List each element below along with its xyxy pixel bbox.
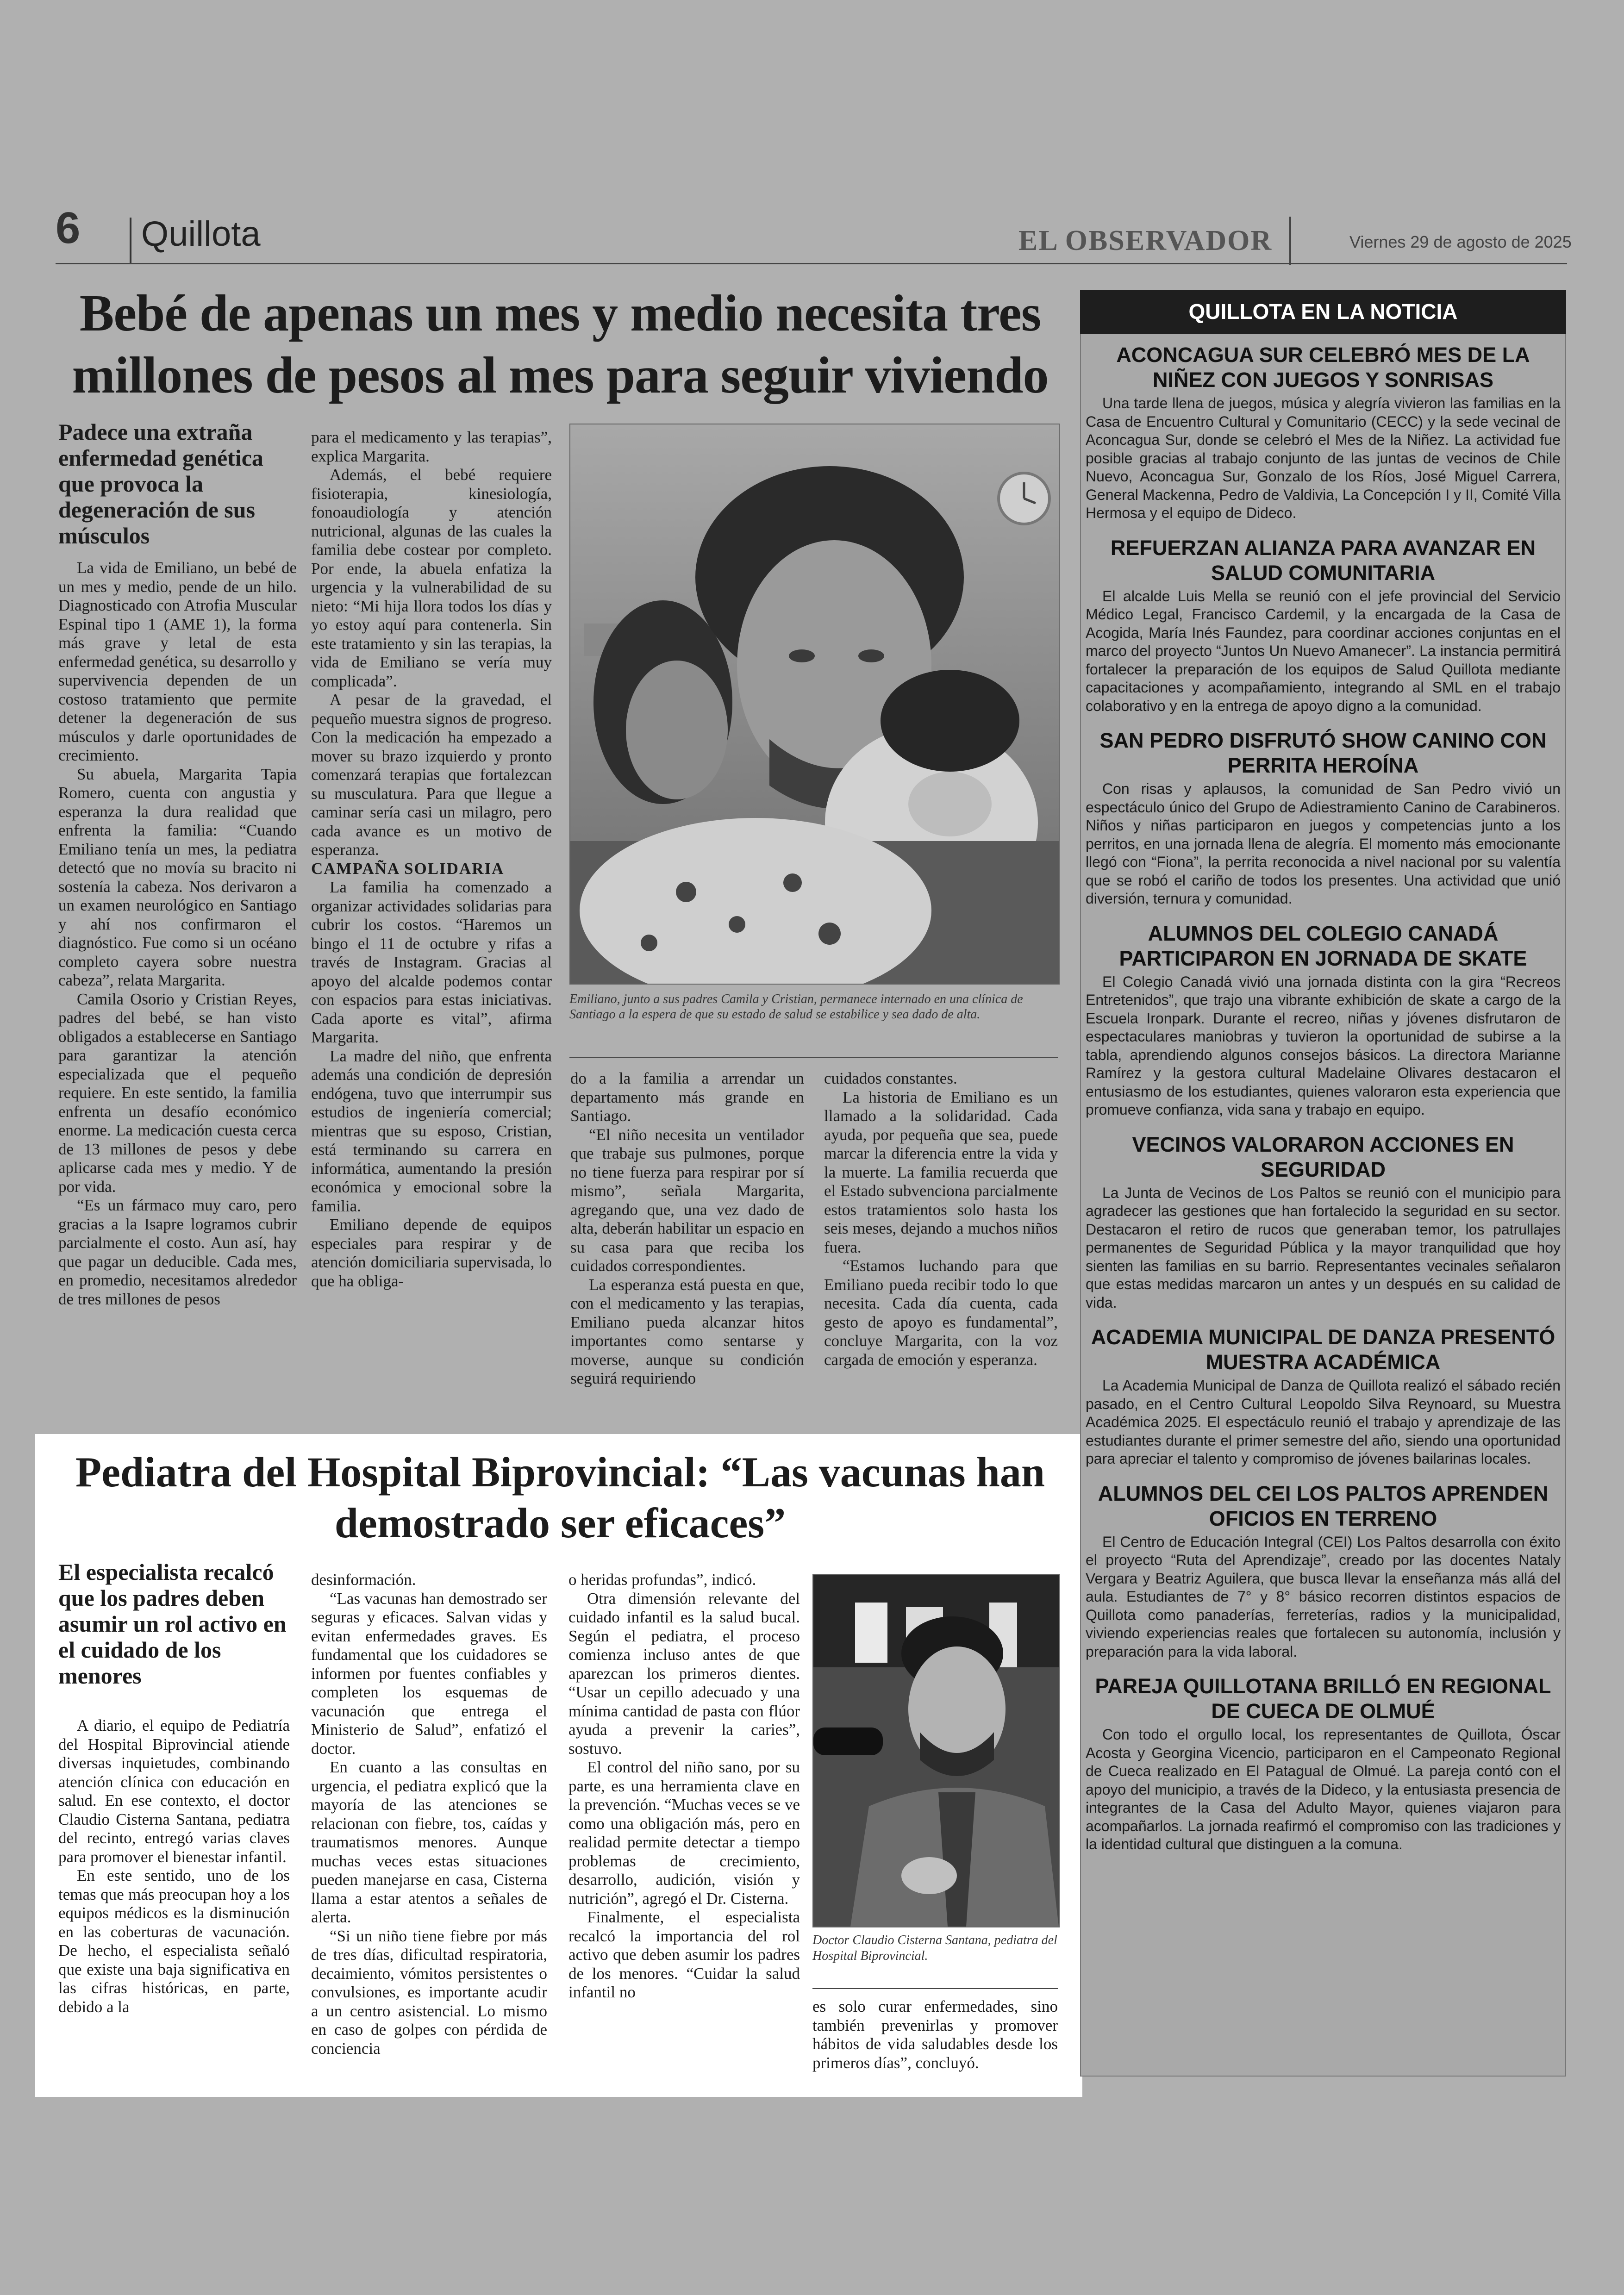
paragraph: do a la familia a arrendar un departamento más grande en Santiago.	[570, 1069, 804, 1125]
news-item-body: El alcalde Luis Mella se reunió con el jefe provincial del Servicio Médico Legal, Francisco Cardemil, y la encargada de la Casa de Acogida, María Inés Faundez, para coordinar acciones conjuntas en el marco del proyecto “Juntos Un Nuevo Amanecer”. La instancia permitirá fortalecer la preparación de los equipos de Salud Quillota mediante capacitaciones y acompañamiento, integrando al SML en el trabajo colaborativo y en la entrega de apoyo digno a la comunidad.	[1086, 587, 1561, 714]
news-item-title: VECINOS VALORARON ACCIONES EN SEGURIDAD	[1132, 1132, 1514, 1181]
family-photo-image	[570, 424, 1059, 984]
photo-caption: Doctor Claudio Cisterna Santana, pediatra del Hospital Biprovincial.	[812, 1933, 1057, 1963]
news-item-title: ACADEMIA MUNICIPAL DE DANZA PRESENTÓ MUESTRA ACADÉMICA	[1091, 1325, 1555, 1374]
article1-column-3	[570, 1069, 804, 1388]
news-item-title: REFUERZAN ALIANZA PARA AVANZAR EN SALUD COMUNITARIA	[1110, 536, 1536, 585]
article2-column-4	[812, 1997, 1058, 2072]
sidebar-news-list	[1086, 343, 1561, 1867]
news-item-body: Con todo el orgullo local, los representantes de Quillota, Óscar Acosta y Georgina Vicencio, participaron en el Campeonato Regional de Cueca realizado en El Patagual de Olmué. La pareja contó con el apoyo del municipio, a través de la Dideco, y la entusiasta presencia de integrantes de la Casa del Adulto Mayor, quienes viajaron para acompañarlos. La jornada reafirmó el compromiso con las tradiciones y la identidad cultural que distinguen a la comuna.	[1086, 1726, 1561, 1852]
header-divider	[130, 218, 131, 264]
article1-lead: Padece una extraña enfermedad genética que provoca la degeneración de sus músculos	[58, 419, 263, 549]
article2-column-1	[58, 1559, 290, 2016]
paragraph: Además, el bebé requiere fisioterapia, kinesiología, fonoaudiología y atención nutricional, algunas de las cuales la familia debe costear por completo. Por ende, la abuela enfatiza la urgencia y la vulnerabilidad de su nieto: “Mi hija llora todos los días y yo estoy aquí para contenerla. Sin este tratamiento y sin las terapias, la vida de Emiliano se vería muy complicada”.	[311, 466, 552, 690]
news-item-title: SAN PEDRO DISFRUTÓ SHOW CANINO CON PERRITA HEROÍNA	[1099, 729, 1547, 777]
photo-caption: Emiliano, junto a sus padres Camila y Cristian, permanece internado en una clínica de Santiago a la espera de que su estado de salud se estabilice y sea dado de alta.	[569, 992, 1023, 1022]
news-item-body: El Colegio Canadá vivió una jornada distinta con la gira “Recreos Entretenidos”, que trajo una vibrante exhibición de skate a cargo de la Escuela Ironpark. Durante el recreo, niñas y jóvenes disfrutaron de espectaculares maniobras y tuvieron la oportunidad de subirse a la tabla, aprendiendo algunos consejos básicos. La directora Marianne Ramírez y la gestora cultural Madelaine Olivares destacaron el entusiasmo de los estudiantes, quienes valoraron esta experiencia que promueve confianza, vida sana y trabajo en equipo.	[1086, 973, 1561, 1118]
paragraph: Emiliano depende de equipos especiales para respirar y de atención domiciliaria supervisada, lo que ha obliga-	[311, 1216, 552, 1290]
paragraph: Otra dimensión relevante del cuidado infantil es la salud bucal. Según el pediatra, el proceso comienza incluso antes de que aparezcan los primeros dientes. “Usar un cepillo adecuado y una mínima cantidad de pasta con flúor ayuda a prevenir la caries”, sostuvo.	[568, 1589, 800, 1758]
news-item	[1086, 921, 1561, 1119]
article2-headline: Pediatra del Hospital Biprovincial: “Las vacunas han demostrado ser eficaces”	[75, 1448, 1045, 1547]
sidebar-title: QUILLOTA EN LA NOTICIA	[1080, 290, 1566, 334]
paragraph: Camila Osorio y Cristian Reyes, padres del bebé, se han visto obligados a establecerse en Santiago para garantizar la atención especializada que el pequeño requiere. En este sentido, la familia enfrenta un desafío económico enorme. La medicación cuesta cerca de 13 millones de pesos y debe aplicarse cada mes y medio. Y de por vida.	[58, 990, 297, 1196]
paragraph: o heridas profundas”, indicó.	[568, 1571, 756, 1589]
section-name: Quillota	[141, 214, 261, 254]
paragraph: El control del niño sano, por su parte, es una herramienta clave en la prevención. “Muchas veces se ve como una obligación más, pero en realidad permite detectar a tiempo problemas de crecimiento, desarrollo, audición, visión y nutrición”, agregó el Dr. Cisterna.	[568, 1758, 800, 1908]
article1-column-1	[58, 419, 297, 1309]
issue-date: Viernes 29 de agosto de 2025	[1349, 232, 1572, 251]
news-item	[1086, 1325, 1561, 1468]
caption-rule	[812, 1988, 1058, 1989]
paragraph: Finalmente, el especialista recalcó la importancia del rol activo que deben asumir los padres de los menores. “Cuidar la salud infantil no	[568, 1908, 800, 2001]
paragraph: La historia de Emiliano es un llamado a la solidaridad. Cada ayuda, por pequeña que sea, puede marcar la diferencia entre la vida y la muerte. La familia recuerda que el Estado subvenciona parcialmente estos tratamientos solo hasta los seis meses, dejando a muchos niños fuera.	[824, 1088, 1058, 1256]
newspaper-name: EL OBSERVADOR	[1018, 225, 1273, 256]
news-item-body: La Academia Municipal de Danza de Quillota realizó el sábado recién pasado, en el Centro Cultural Leopoldo Silva Reynoard, su Muestra Académica 2025. El espectáculo reunió el trabajo y aprendizaje de las estudiantes durante el primer semestre del año, siendo una oportunidad para apreciar el talento y compromiso de jóvenes bailarinas locales.	[1086, 1377, 1561, 1467]
news-item	[1086, 728, 1561, 908]
news-item-body: La Junta de Vecinos de Los Paltos se reunió con el municipio para agradecer las gestiones que han fortalecido la seguridad en su sector. Destacaron el retiro de rucos que generaban temor, los patrullajes permanentes de Seguridad Pública y la mayor tranquilidad que hoy sienten las familias en su barrio. Representantes vecinales señalaron que estas medidas marcaron un antes y un después en su calidad de vida.	[1086, 1184, 1561, 1311]
paragraph: Su abuela, Margarita Tapia Romero, cuenta con angustia y esperanza la dura realidad que enfrenta la familia: “Cuando Emiliano tenía un mes, la pediatra detectó que no movía su bracito ni sostenía la cabeza. Nos derivaron a un examen neurológico en Santiago y ahí nos confirmaron el diagnóstico. Fue como si un océano completo cayera sobre nuestra cabeza”, relata Margarita.	[58, 765, 297, 989]
news-item-body: Con risas y aplausos, la comunidad de San Pedro vivió un espectáculo único del Grupo de Adiestramiento Canino de Carabineros. Niños y niñas participaron en juegos y competencias junto a los perritos, en una jornada llena de alegría. El momento más emocionante llegó con “Fiona”, la perrita reconocida a nivel nacional por su valentía que se robó el cariño de todos los presentes. Una actividad que unió diversión, ternura y comunidad.	[1086, 780, 1561, 907]
paragraph: En cuanto a las consultas en urgencia, el pediatra explicó que la mayoría de las atenciones se relacionan con fiebre, tos, caídas y traumatismos menores. Aunque muchas veces estas situaciones pueden manejarse en casa, Cisterna llama a estar atentos a señales de alerta.	[311, 1758, 547, 1926]
caption-rule	[569, 1057, 1058, 1058]
family-photo	[569, 424, 1060, 985]
paragraph: “Las vacunas han demostrado ser seguras y eficaces. Salvan vidas y evitan enfermedades graves. Es fundamental que los cuidadores se informen por fuentes confiables y completen los esquemas de vacunación que entrega el Ministerio de Salud”, enfatizó el doctor.	[311, 1589, 547, 1758]
paragraph: La vida de Emiliano, un bebé de un mes y medio, pende de un hilo. Diagnosticado con Atrofia Muscular Espinal tipo 1 (AME 1), la forma más grave y letal de esta enfermedad genética, su desarrollo y supervivencia dependen de un costoso tratamiento que permite detener la degeneración de sus músculos y darle oportunidades de crecimiento.	[58, 559, 297, 764]
news-item	[1086, 1132, 1561, 1312]
article1-column-2	[311, 428, 552, 1291]
news-item-title: ACONCAGUA SUR CELEBRÓ MES DE LA NIÑEZ CON JUEGOS Y SONRISAS	[1116, 343, 1530, 392]
page-number: 6	[56, 203, 81, 253]
paragraph: La madre del niño, que enfrenta además una condición de depresión endógena, tuvo que interrumpir sus estudios de ingeniería comercial; mientras que su esposo, Cristian, está terminando su carrera en informática, aumentando la presión económica y emocional sobre la familia.	[311, 1047, 552, 1215]
doctor-photo	[812, 1574, 1060, 1927]
news-item	[1086, 536, 1561, 716]
doctor-photo-image	[813, 1575, 1059, 1927]
news-item	[1086, 1674, 1561, 1854]
article2-column-3	[568, 1571, 800, 2002]
subheading: CAMPAÑA SOLIDARIA	[311, 859, 505, 878]
news-item-title: ALUMNOS DEL CEI LOS PALTOS APRENDEN OFICIOS EN TERRENO	[1098, 1481, 1549, 1530]
paragraph: “El niño necesita un ventilador que trabaje sus pulmones, porque no tiene fuerza para respirar por sí mismo”, señala Margarita, agregando que, una vez dado de alta, deberán habilitar un espacio en su casa para que reciba los cuidados correspondientes.	[570, 1125, 804, 1275]
paragraph: para el medicamento y las terapias”, explica Margarita.	[311, 428, 552, 465]
paragraph: La familia ha comenzado a organizar actividades solidarias para cubrir los costos. “Haremos un bingo el 11 de octubre y rifas a través de Instagram. Gracias al apoyo del alcalde podemos contar con espacios para estas iniciativas. Cada aporte es vital”, afirma Margarita.	[311, 878, 552, 1046]
paragraph: “Si un niño tiene fiebre por más de tres días, dificultad respiratoria, decaimiento, vómitos persistentes o convulsiones, es importante acudir a un centro asistencial. Lo mismo en caso de golpes con pérdida de conciencia	[311, 1927, 547, 2058]
paragraph: cuidados constantes.	[824, 1069, 957, 1087]
paragraph: es solo curar enfermedades, sino también prevenirlas y promover hábitos de vida saludables desde los primeros días”, concluyó.	[812, 1997, 1058, 2072]
news-item	[1086, 343, 1561, 523]
article2-lead: El especialista recalcó que los padres deben asumir un rol activo en el cuidado de los menores	[58, 1559, 287, 1689]
paragraph: “Es un fármaco muy caro, pero gracias a la Isapre logramos cubrir parcialmente el costo. Aun así, hay que pagar un deducible. Cada mes, en promedio, necesitamos alrededor de tres millones de pesos	[58, 1196, 297, 1308]
news-item-title: PAREJA QUILLOTANA BRILLÓ EN REGIONAL DE CUECA DE OLMUÉ	[1095, 1674, 1551, 1723]
paragraph: A diario, el equipo de Pediatría del Hospital Biprovincial atiende diversas inquietudes, combinando atención clínica con educación en salud. En ese contexto, el doctor Claudio Cisterna Santana, pediatra del recinto, entregó varias claves para promover el bienestar infantil.	[58, 1716, 290, 1866]
header-divider	[1289, 217, 1291, 265]
paragraph: En este sentido, uno de los temas que más preocupan hoy a los equipos médicos es la disminución en las coberturas de vacunación. De hecho, el especialista señaló que existe una baja significativa en las cifras históricas, en parte, debido a la	[58, 1866, 290, 2016]
paragraph: desinformación.	[311, 1571, 416, 1589]
header-rule	[56, 263, 1567, 264]
paragraph: “Estamos luchando para que Emiliano pueda recibir todo lo que necesita. Cada día cuenta, cada gesto de apoyo es fundamental”, concluye Margarita, con la voz cargada de emoción y esperanza.	[824, 1257, 1058, 1369]
news-item-body: El Centro de Educación Integral (CEI) Los Paltos desarrolla con éxito el proyecto “Ruta del Aprendizaje”, creado por las docentes Nataly Vergara y Beatriz Aguilera, que busca llevar la enseñanza más allá del aula. Estudiantes de 7° y 8° básico recorren distintos espacios de Quillota como panaderías, ferreterías, radios y la municipalidad, viviendo experiencias reales que fortalecen su autonomía, inclusión y preparación para la vida laboral.	[1086, 1533, 1561, 1660]
article2-column-2	[311, 1571, 547, 2058]
article1-headline: Bebé de apenas un mes y medio necesita tres millones de pesos al mes para seguir viviendo	[72, 285, 1049, 404]
news-item-body: Una tarde llena de juegos, música y alegría vivieron las familias en la Casa de Encuentro Cultural y Comunitario (CECC) y la sede vecinal de Aconcagua Sur, donde se celebró el Mes de la Niñez. La actividad fue posible gracias al trabajo conjunto de las juntas de vecinos de Chile Nuevo, Aconcagua Sur, Gonzalo de los Ríos, José Miguel Carrera, General Mackenna, Pedro de Valdivia, La Concepción I y II, Comité Villa Hermosa y el equipo de Dideco.	[1086, 395, 1561, 521]
news-item-title: ALUMNOS DEL COLEGIO CANADÁ PARTICIPARON EN JORNADA DE SKATE	[1119, 921, 1527, 970]
paragraph: La esperanza está puesta en que, con el medicamento y las terapias, Emiliano pueda alcanzar hitos importantes como sentarse y moverse, aunque su condición seguirá requiriendo	[570, 1275, 804, 1387]
article1-column-4	[824, 1069, 1058, 1369]
news-item	[1086, 1481, 1561, 1661]
paragraph: A pesar de la gravedad, el pequeño muestra signos de progreso. Con la medicación ha empezado a mover su brazo izquierdo y pronto comenzará terapias que fortalezcan su musculatura. Para que llegue a caminar sería casi un milagro, pero cada avance es un motivo de esperanza.	[311, 691, 552, 859]
